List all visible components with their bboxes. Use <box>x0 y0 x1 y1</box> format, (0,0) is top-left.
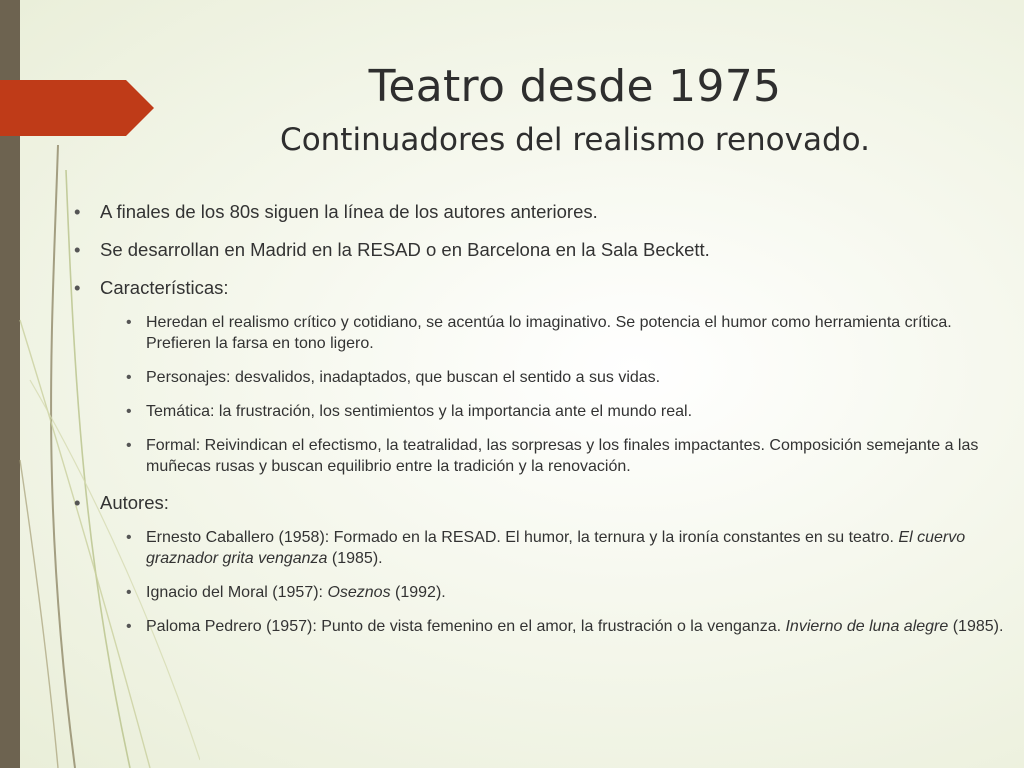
sub-bullet-item: • Personajes: desvalidos, inadaptados, que buscan el sentido a sus vidas. <box>100 367 1006 388</box>
author-text: Ignacio del Moral (1957): <box>146 584 328 601</box>
slide-content <box>72 200 1004 651</box>
sub-bullet-item: • Heredan el realismo crítico y cotidiano, se acentúa lo imaginativo. Se potencia el humor como herramienta crítica. Prefieren la farsa en tono ligero. <box>100 312 1006 354</box>
author-item <box>100 527 1006 569</box>
author-text: Paloma Pedrero (1957): Punto de vista femenino en el amor, la frustración o la venganza. <box>146 618 786 635</box>
sub-bullet-item: • Temática: la frustración, los sentimientos y la importancia ante el mundo real. <box>100 401 1006 422</box>
bullet-item-autores <box>72 491 1004 637</box>
work-year: (1985). <box>948 618 1004 635</box>
work-year: (1992). <box>390 584 446 601</box>
title-accent-arrow <box>0 80 156 136</box>
work-title: Invierno de luna alegre <box>785 618 949 635</box>
autores-list <box>100 527 1004 637</box>
slide-title: Teatro desde 1975 <box>368 61 782 112</box>
slide-subtitle: Continuadores del realismo renovado. <box>280 122 870 158</box>
work-title: Oseznos <box>327 584 391 601</box>
bullet-label: Características: <box>100 277 229 298</box>
bullet-item: • A finales de los 80s siguen la línea de los autores anteriores. <box>72 200 972 224</box>
bullet-label: Autores: <box>100 492 169 513</box>
bullet-item-caracteristicas <box>72 276 979 477</box>
author-text: Ernesto Caballero (1958): Formado en la RESAD. El humor, la ternura y la ironía constantes en su teatro. <box>146 529 899 546</box>
bullet-item: • Se desarrollan en Madrid en la RESAD o en Barcelona en la Sala Beckett. <box>72 238 972 262</box>
author-item <box>100 616 1006 637</box>
work-title: El cuervo graznador grita venganza <box>146 529 966 567</box>
caracteristicas-list <box>100 312 979 477</box>
author-item <box>100 582 1006 603</box>
title-block <box>160 56 990 162</box>
work-year: (1985). <box>327 550 383 567</box>
sub-bullet-item: • Formal: Reivindican el efectismo, la teatralidad, las sorpresas y los finales impactantes. Composición semejante a las muñecas rusas y buscan equilibrio entre la tradición y la renovación. <box>100 435 1006 477</box>
main-bullet-list <box>72 200 1004 637</box>
